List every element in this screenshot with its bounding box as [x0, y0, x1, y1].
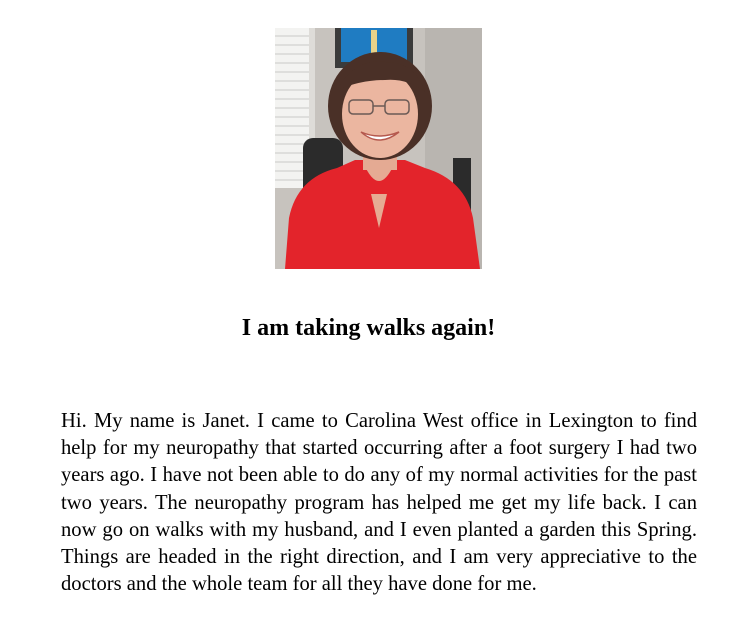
page-title: I am taking walks again! — [241, 315, 496, 341]
testimonial-photo — [275, 28, 482, 269]
testimonial-body: Hi. My name is Janet. I came to Carolina West office in Lexington to find help for my neuropathy that started occurring after a foot surgery I had two years ago. I have not been able to do any of my normal activities for the past two years. The neuropathy program has helped me get my life back. I can now go on walks with my husband, and I even planted a garden this Spring. Things are headed in the right direction, and I am very appreciative to the doctors and the whole team for all they have done for me. — [61, 410, 697, 596]
